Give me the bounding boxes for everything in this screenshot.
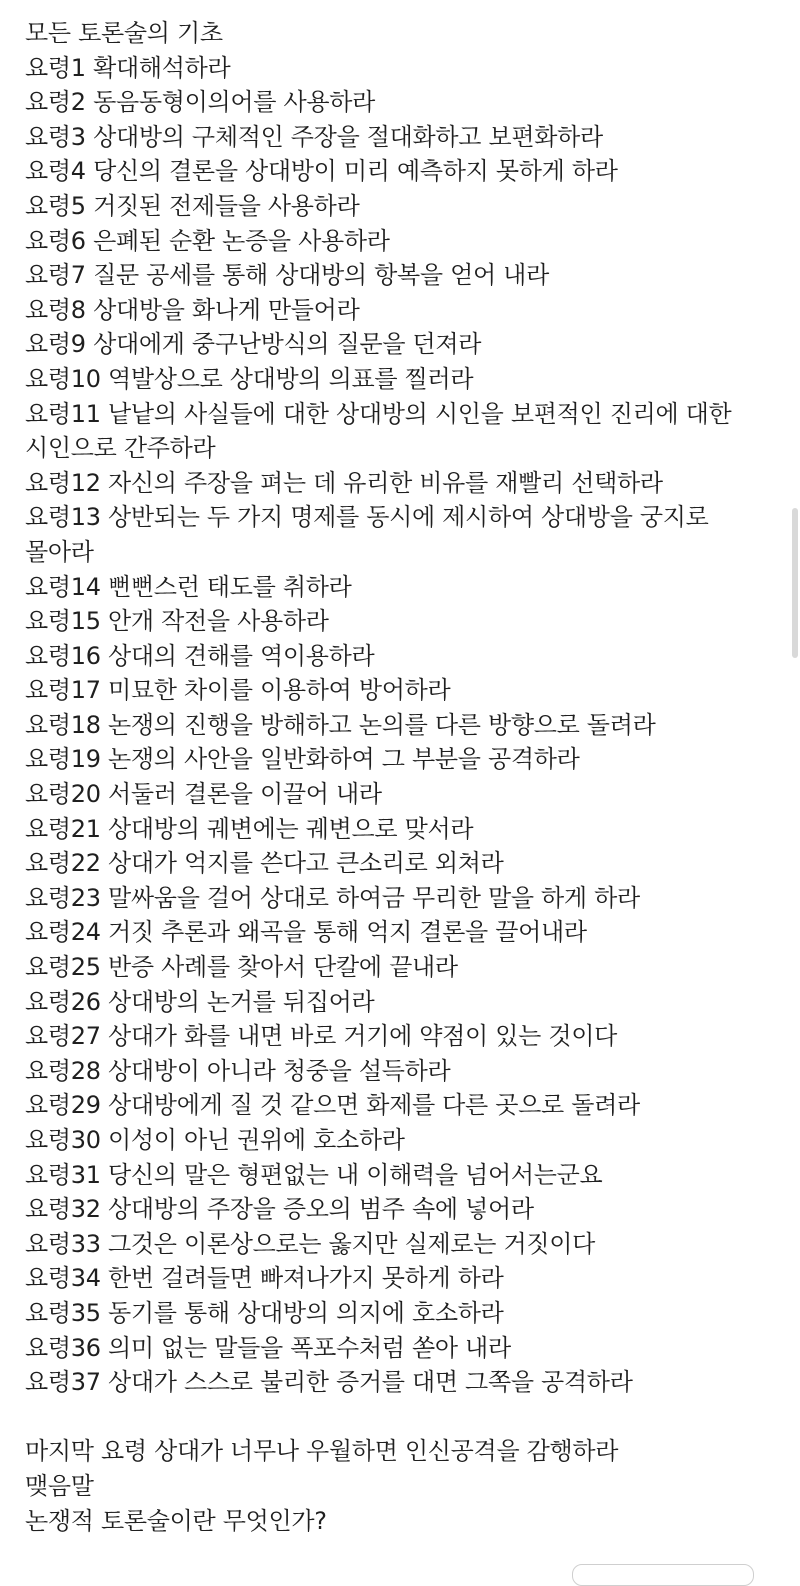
list-item: 요령1 확대해석하라 [25, 53, 231, 82]
article-title: 모든 토론술의 기초 [25, 19, 223, 47]
list-item: 요령9 상대에게 중구난방식의 질문을 던져라 [25, 330, 482, 359]
list-item: 요령24 거짓 추론과 왜곡을 통해 억지 결론을 끌어내라 [25, 918, 587, 947]
list-item: 요령15 안개 작전을 사용하라 [25, 607, 329, 636]
list-item: 요령7 질문 공세를 통해 상대방의 항복을 얻어 내라 [25, 261, 549, 290]
floating-button[interactable] [572, 1564, 754, 1586]
rules-list [25, 51, 765, 1400]
list-item: 요령18 논쟁의 진행을 방해하고 논의를 다른 방향으로 돌려라 [25, 710, 656, 739]
list-item: 요령32 상대방의 주장을 증오의 범주 속에 넣어라 [25, 1195, 534, 1224]
list-item: 요령21 상대방의 궤변에는 궤변으로 맞서라 [25, 814, 474, 843]
paragraph-gap [25, 1400, 765, 1435]
closing-heading: 맺음말 [25, 1471, 94, 1500]
list-item: 요령22 상대가 억지를 쓴다고 큰소리로 외쳐라 [25, 849, 504, 878]
list-item: 요령14 뻔뻔스런 태도를 취하라 [25, 572, 352, 601]
list-item: 요령23 말싸움을 걸어 상대로 하여금 무리한 말을 하게 하라 [25, 883, 640, 912]
list-item: 요령11 낱낱의 사실들에 대한 상대방의 시인을 보편적인 진리에 대한 시인으로 간주하라 [25, 399, 732, 463]
list-item: 요령29 상대방에게 질 것 같으면 화제를 다른 곳으로 돌려라 [25, 1091, 640, 1120]
list-item: 요령30 이성이 아닌 권위에 호소하라 [25, 1126, 405, 1154]
list-item: 요령8 상대방을 화나게 만들어라 [25, 295, 360, 324]
final-rule: 마지막 요령 상대가 너무나 우월하면 인신공격을 감행하라 [25, 1437, 619, 1466]
list-item: 요령31 당신의 말은 형편없는 내 이해력을 넘어서는군요 [25, 1160, 603, 1189]
scrollbar[interactable] [792, 508, 798, 658]
list-item: 요령20 서둘러 결론을 이끌어 내라 [25, 780, 382, 809]
list-item: 요령27 상대가 화를 내면 바로 거기에 약점이 있는 것이다 [25, 1022, 618, 1051]
list-item: 요령33 그것은 이론상으로는 옳지만 실제로는 거짓이다 [25, 1229, 596, 1258]
list-item: 요령26 상대방의 논거를 뒤집어라 [25, 987, 375, 1016]
list-item: 요령36 의미 없는 말들을 폭포수처럼 쏟아 내라 [25, 1333, 511, 1362]
article-body [25, 16, 765, 1538]
list-item: 요령25 반증 사례를 찾아서 단칼에 끝내라 [25, 953, 458, 982]
list-item: 요령16 상대의 견해를 역이용하라 [25, 641, 375, 670]
list-item: 요령5 거짓된 전제들을 사용하라 [25, 191, 360, 220]
list-item: 요령37 상대가 스스로 불리한 증거를 대면 그쪽을 공격하라 [25, 1368, 633, 1397]
list-item: 요령35 동기를 통해 상대방의 의지에 호소하라 [25, 1298, 504, 1327]
closing-question: 논쟁적 토론술이란 무엇인가? [25, 1506, 327, 1535]
list-item: 요령6 은폐된 순환 논증을 사용하라 [25, 226, 390, 255]
list-item: 요령10 역발상으로 상대방의 의표를 찔러라 [25, 364, 474, 393]
list-item: 요령13 상반되는 두 가지 명제를 동시에 제시하여 상대방을 궁지로 몰아라 [25, 503, 709, 566]
list-item: 요령4 당신의 결론을 상대방이 미리 예측하지 못하게 하라 [25, 157, 618, 186]
list-item: 요령34 한번 걸려들면 빠져나가지 못하게 하라 [25, 1264, 504, 1293]
list-item: 요령2 동음동형이의어를 사용하라 [25, 88, 376, 117]
list-item: 요령12 자신의 주장을 펴는 데 유리한 비유를 재빨리 선택하라 [25, 468, 663, 497]
list-item: 요령3 상대방의 구체적인 주장을 절대화하고 보편화하라 [25, 122, 603, 151]
list-item: 요령19 논쟁의 사안을 일반화하여 그 부분을 공격하라 [25, 745, 580, 774]
list-item: 요령28 상대방이 아니라 청중을 설득하라 [25, 1056, 451, 1085]
list-item: 요령17 미묘한 차이를 이용하여 방어하라 [25, 676, 451, 705]
